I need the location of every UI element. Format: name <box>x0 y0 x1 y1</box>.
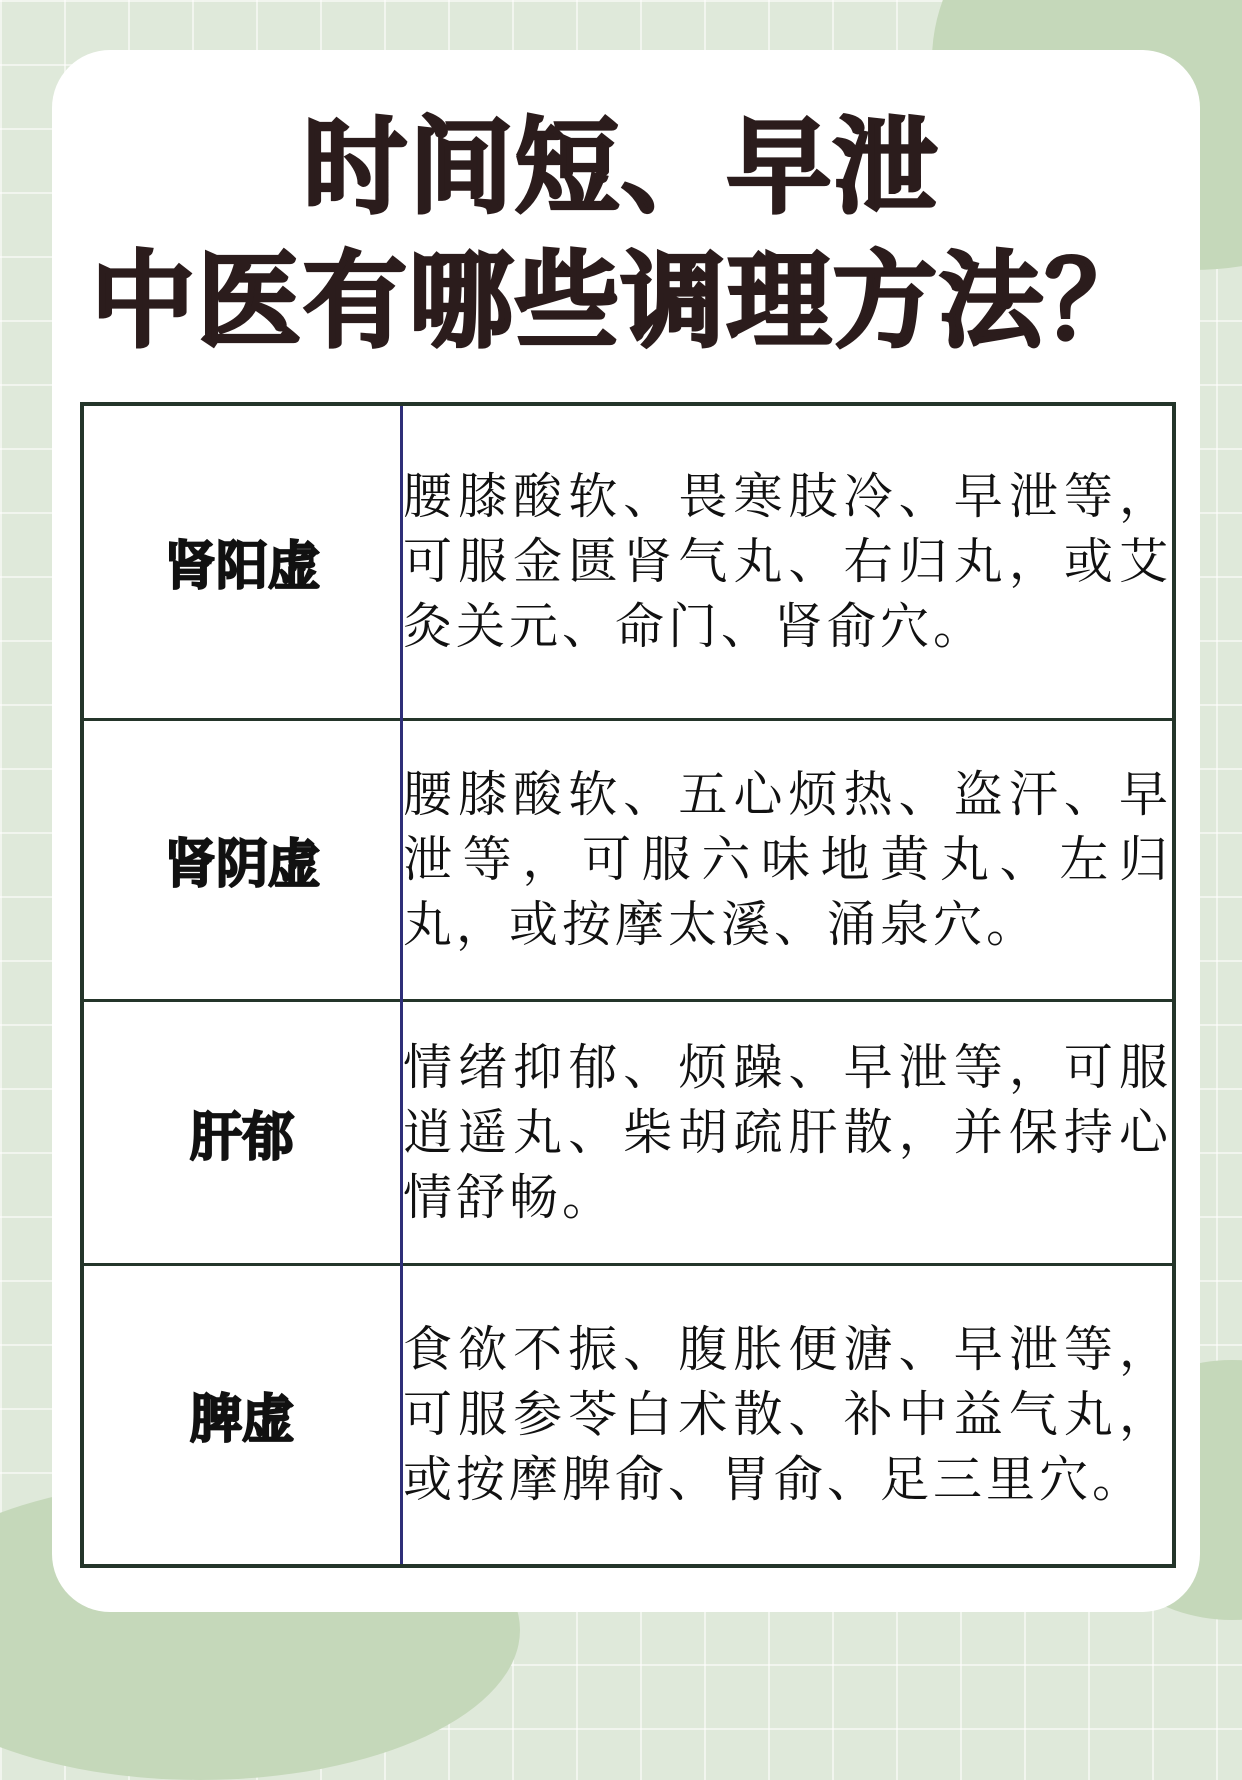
pattern-name: 肾阴虚 <box>82 719 402 1000</box>
pattern-name: 脾虚 <box>82 1264 402 1566</box>
pattern-name: 肝郁 <box>82 1000 402 1264</box>
pattern-name: 肾阳虚 <box>82 404 402 719</box>
table-row <box>82 719 1174 1000</box>
pattern-description: 腰膝酸软、畏寒肢冷、早泄等，可服金匮肾气丸、右归丸，或艾灸关元、命门、肾俞穴。 <box>402 404 1175 719</box>
table-row <box>82 1000 1174 1264</box>
pattern-description: 情绪抑郁、烦躁、早泄等，可服逍遥丸、柴胡疏肝散，并保持心情舒畅。 <box>402 1000 1175 1264</box>
pattern-description: 食欲不振、腹胀便溏、早泄等，可服参苓白术散、补中益气丸，或按摩脾俞、胃俞、足三里穴。 <box>402 1264 1175 1566</box>
table-row <box>82 404 1174 719</box>
title-line-1: 时间短、早泄 <box>302 106 939 228</box>
title-line-2: 中医有哪些调理方法？ <box>90 240 1151 362</box>
tcm-pattern-table <box>80 402 1176 1568</box>
page-title <box>0 100 1242 368</box>
pattern-description: 腰膝酸软、五心烦热、盗汗、早泄等，可服六味地黄丸、左归丸，或按摩太溪、涌泉穴。 <box>402 719 1175 1000</box>
table-row <box>82 1264 1174 1566</box>
